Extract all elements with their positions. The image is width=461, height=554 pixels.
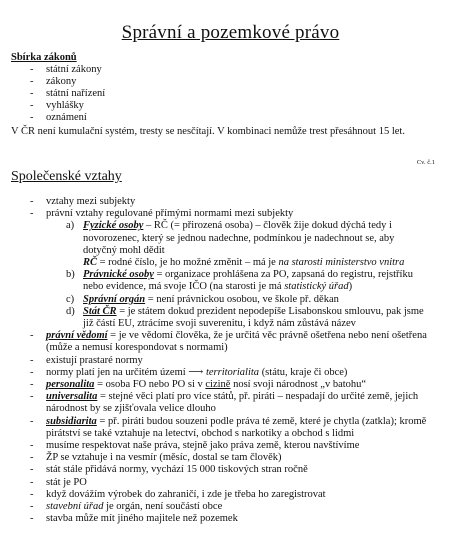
subject-types-list xyxy=(46,220,443,330)
definition: = rodné číslo, je ho možné změnit – má je xyxy=(97,257,279,269)
list-item: - stát je PO xyxy=(0,477,461,489)
list-item xyxy=(0,379,461,391)
definition: = je státem dokud prezident nepodepíše Lisabonskou smlouvu, pak jsme již částí EU, ztrácíme svoji suverenitu, i když nám zůstává název xyxy=(83,305,424,330)
list-item: - musíme respektovat naše práva, stejně jako práva země, kterou navštívíme xyxy=(0,440,461,452)
definition: = př. piráti budou souzeni podle práva té země, které je chytla (zatkla); kromě pirátství se také vztahuje na letectví, obchod s narkotiky a obchod s lidmi xyxy=(46,415,427,439)
definition: = je ve vědomí člověka, že je určitá věc právně ošetřena nebo není ošetřena (může a nemusí korespondovat s normami) xyxy=(46,330,427,354)
list-item: - státní zákony xyxy=(0,64,105,76)
term: personalita xyxy=(46,379,95,391)
term: právní vědomí xyxy=(46,330,108,342)
sub-item-spravni-organ xyxy=(46,294,443,306)
list-item: - oznámení xyxy=(0,112,105,124)
list-item xyxy=(0,416,461,440)
sbirka-zakonu-list xyxy=(0,64,105,124)
definition: nosí svoji národnost „v batohu“ xyxy=(230,379,367,391)
definition: = osoba FO nebo PO si v xyxy=(94,379,206,391)
list-item: - zákony xyxy=(0,76,105,88)
list-item-text: právní vztahy regulované přímými normami mezi subjekty xyxy=(46,208,294,220)
term: RČ xyxy=(83,257,98,269)
section-heading-spolecenske-vztahy: Společenské vztahy xyxy=(11,169,122,184)
list-item: - existují prastaré normy xyxy=(0,355,461,367)
definition: = organizace prohlášena za PO, zapsaná do registru, rejstříku nebo evidence, má svoje IČO (na starosti je má xyxy=(83,269,413,293)
list-item: - vyhlášky xyxy=(0,100,105,112)
sub-item-stat-cr xyxy=(46,306,443,330)
list-item: - stát stále přidává normy, vychází 15 000 tiskových stran ročně xyxy=(0,464,461,476)
punctuation: ) xyxy=(348,281,353,293)
term: subsidiarita xyxy=(46,415,97,427)
emphasis: na starosti ministerstvo vnitra xyxy=(278,257,405,269)
list-item: - státní nařízení xyxy=(0,88,105,100)
list-item: - stavba může mít jiného majitele než pozemek xyxy=(0,513,461,525)
sub-item-pravnicke-osoby xyxy=(46,269,443,293)
emphasis: stavební úřad xyxy=(46,501,104,513)
definition: je orgán, není součástí obce xyxy=(103,501,223,513)
exercise-label: Cv. č.1 xyxy=(416,159,435,166)
sub-item-marker: d) xyxy=(66,305,75,317)
sub-item-fyzicke-osoby xyxy=(46,220,443,269)
page-title: Správní a pozemkové právo xyxy=(121,22,340,43)
term: Fyzické osoby xyxy=(83,220,144,232)
definition: = není právnickou osobou, ve škole př. děkan xyxy=(145,293,339,305)
list-item: - vztahy mezi subjekty xyxy=(0,196,461,208)
emphasis: territorialita xyxy=(205,366,260,378)
cumulation-note: V ČR není kumulační systém, tresty se nesčítají. V kombinaci nemůže trest přesáhnout 15 let. xyxy=(11,126,405,137)
definition: (státu, kraje či obce) xyxy=(259,366,348,378)
sub-item-marker: a) xyxy=(66,220,75,232)
term: Správní orgán xyxy=(83,293,146,305)
term: Právnické osoby xyxy=(83,269,154,281)
sub-item-marker: c) xyxy=(66,293,75,305)
definition: – RČ (= přirozená osoba) – člověk žije dokud dýchá tedy i novorozenec, který se jednou nadechne, podmínkou je nadechnout se, aby dotyčný mohl dědit xyxy=(83,220,395,256)
definition: normy platí jen na určitém území ⟶ xyxy=(46,366,206,378)
term: universalita xyxy=(46,391,98,403)
list-item xyxy=(0,391,461,415)
definition: = stejné věci platí pro více států, př. piráti – nespadají do určité země, jejich národnost by se zjišťovala velice dlouho xyxy=(46,391,419,415)
list-item xyxy=(0,330,461,354)
term: Stát ČR xyxy=(83,305,117,317)
list-item xyxy=(0,501,461,513)
section-heading-sbirka-zakonu: Sbírka zákonů xyxy=(11,52,77,63)
spolecenske-vztahy-list xyxy=(0,196,461,525)
sub-item-marker: b) xyxy=(66,269,75,281)
list-item xyxy=(0,208,461,330)
emphasis: statistický úřad xyxy=(284,281,349,293)
list-item: - když dovážím výrobek do zahraničí, i zde je třeba ho zaregistrovat xyxy=(0,489,461,501)
list-item xyxy=(0,367,461,379)
list-item: - ŽP se vztahuje i na vesmír (měsíc, dostal se tam člověk) xyxy=(0,452,461,464)
underlined-word: cizině xyxy=(205,379,231,391)
